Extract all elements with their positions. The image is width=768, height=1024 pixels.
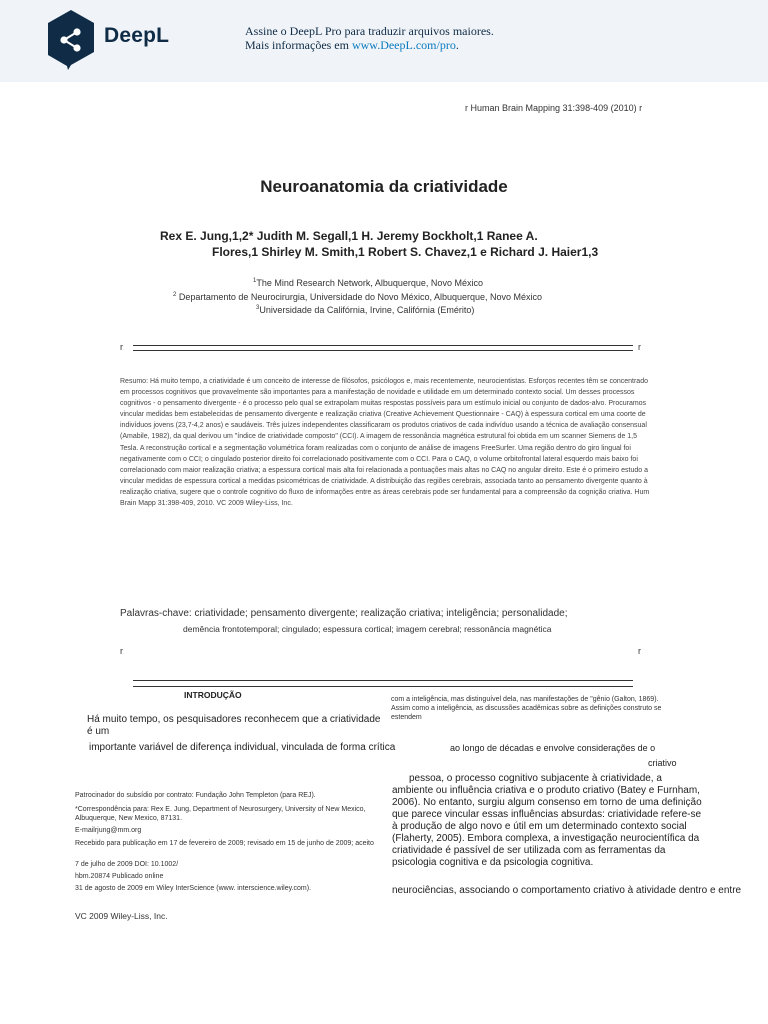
promo-line-2 (245, 38, 494, 52)
rule-mark-left-top: r (120, 342, 123, 352)
deepl-pro-link[interactable]: www.DeepL.com/pro (351, 38, 456, 52)
affiliation-2 (173, 292, 542, 302)
right-column-last-line: neurociências, associando o comportamento criativo à atividade dentro e entre (392, 885, 742, 896)
promo-line-1: Assine o DeepL Pro para traduzir arquivos maiores. (245, 24, 494, 38)
deepl-share-logo-icon[interactable] (46, 10, 96, 70)
rule-line-bottom-lower (133, 686, 633, 687)
footnote-correspondence: *Correspondência para: Rex E. Jung, Department of Neurosurgery, University of New Mexico, Albuquerque, New Mexico, 87131. (75, 806, 366, 823)
right-paragraph-first-line: pessoa, o processo cognitivo subjacente à criatividade, a (409, 773, 662, 784)
deepl-logo-text[interactable]: DeepL (104, 24, 170, 47)
footnote-interscience: 31 de agosto de 2009 em Wiley InterScience (www. interscience.wiley.com). (75, 885, 312, 892)
right-paragraph-body: ambiente ou influência criativa e o produto criativo (Batey e Furnham, 2006). No entanto, surgiu algum consenso em torno de uma definição que parece vincular essas influências absurdas: criatividade refere-se à produção de algo novo e útil em um determinado contexto social (Flaherty, 2005). Embora complexa, a investigação neurocientífica da criatividade é passível de ser utilizada com as ferramentas da psicologia cognitiva e da psicologia cognitiva. (392, 785, 702, 868)
promo-line-2-suffix: . (455, 38, 459, 52)
right-column-paragraph (392, 773, 702, 869)
deepl-banner (0, 0, 768, 82)
affiliation-1-text: The Mind Research Network, Albuquerque, Novo México (256, 278, 483, 288)
keywords-line-1: Palavras-chave: criatividade; pensamento divergente; realização criativa; inteligência; personalidade; (120, 608, 568, 619)
intro-paragraph-start: Há muito tempo, os pesquisadores reconhecem que a criatividade é um (87, 714, 381, 737)
introduction-heading: INTRODUÇÃO (184, 690, 242, 700)
right-column-small-text: com a inteligência, mas distinguível dela, nas manifestações de "gênio (Galton, 1869). Assim como a inteligência, as discussões acadêmicas sobre as definições construto se estendem (391, 696, 662, 722)
journal-citation: r Human Brain Mapping 31:398-409 (2010) r (465, 103, 643, 113)
intro-paragraph-continued: importante variável de diferença individual, vinculada de forma crítica (89, 742, 396, 753)
rule-line-top-upper (133, 345, 633, 346)
rule-line-top-lower (133, 350, 633, 351)
article-title: Neuroanatomia da criatividade (260, 177, 508, 196)
right-column-line-b: criativo (648, 758, 677, 768)
footnote-doi: 7 de julho de 2009 DOI: 10.1002/ (75, 861, 179, 868)
rule-line-bottom-upper (133, 680, 633, 681)
affiliation-3-text: Universidade da Califórnia, Irvine, Califórnia (Emérito) (259, 305, 475, 315)
promo-line-2-prefix: Mais informações em (245, 38, 352, 52)
affiliation-2-number: 2 (173, 292, 177, 298)
footnote-received: Recebido para publicação em 17 de fevereiro de 2009; revisado em 15 de junho de 2009; aceito (75, 840, 374, 847)
keywords-line-2: demência frontotemporal; cingulado; espessura cortical; imagem cerebral; ressonância magnética (183, 624, 552, 634)
abstract-text: Resumo: Há muito tempo, a criatividade é um conceito de interesse de filósofos, psicólogos e, mais recentemente, neurocientistas. Esforços recentes têm se concentrado em processos cognitivos que provavelmente são importantes para a manifestação de novidade e utilidade em um determinado contexto social. Um desses processos cognitivos - o pensamento divergente - é o processo pelo qual se extrapolam muitas respostas possíveis para um estímulo inicial ou conjunto de dados-alvo. Procuramos vincular medidas bem estabelecidas de pensamento divergente e realização criativa (Creative Achievement Questionnaire - CAQ) à espessura cortical em uma coorte de indivíduos jovens (23,7-4,2 anos) e saudáveis. Três juízes independentes classificaram os produtos criativos de cada indivíduo usando a técnica de avaliação consensual (Amabile, 1982), da qual derivou um "índice de criatividade composto" (CCI). A imagem de ressonância magnética estrutural foi obtida em um scanner Siemens de 1,5 Tesla. A reconstrução cortical e a segmentação volumétrica foram realizadas com o conjunto de análise de imagens FreeSurfer. Uma região dentro do giro lingual foi negativamente com o CCI; o cingulado posterior direito foi correlacionado positivamente com o CCI. Para o CAQ, o volume orbitofrontal lateral esquerdo mais baixo foi correlacionado com maior realização criativa; a espessura cortical mais alta foi relacionada a pontuações mais altas no CAQ no angular direito. Este é o primeiro estudo a vincular medidas de espessura cortical a medidas psicométricas de criatividade. A distribuição das regiões cerebrais, associada tanto ao pensamento divergente quanto à realização criativa, sugere que o controle cognitivo do fluxo de informações entre as áreas cerebrais pode ser fundamental para a compreensão da cognição criativa. Hum Brain Mapp 31:398-409, 2010. VC 2009 Wiley-Liss, Inc. (120, 378, 650, 508)
footnote-grant: Patrocinador do subsídio por contrato: Fundação John Templeton (para REJ). (75, 792, 316, 799)
affiliation-3 (256, 305, 474, 315)
promo-message (245, 24, 494, 52)
affiliation-2-text: Departamento de Neurocirurgia, Universidade do Novo México, Albuquerque, Novo México (178, 292, 543, 302)
copyright-notice: VC 2009 Wiley-Liss, Inc. (75, 911, 168, 921)
affiliation-1 (253, 278, 483, 288)
right-column-line-a: ao longo de décadas e envolve considerações de o (450, 743, 656, 753)
affiliation-1-number: 1 (253, 278, 257, 284)
authors-line-2: Flores,1 Shirley M. Smith,1 Robert S. Chavez,1 e Richard J. Haier1,3 (212, 245, 599, 259)
authors-line-1: Rex E. Jung,1,2* Judith M. Segall,1 H. Jeremy Bockholt,1 Ranee A. (160, 229, 538, 243)
footnote-published: hbm.20874 Publicado online (75, 873, 164, 880)
rule-mark-left-bottom: r (120, 646, 123, 656)
rule-mark-right-top: r (638, 342, 641, 352)
footnote-email: E-mailrjung@mm.org (75, 827, 142, 834)
affiliation-3-number: 3 (256, 305, 260, 311)
rule-mark-right-bottom: r (638, 646, 641, 656)
